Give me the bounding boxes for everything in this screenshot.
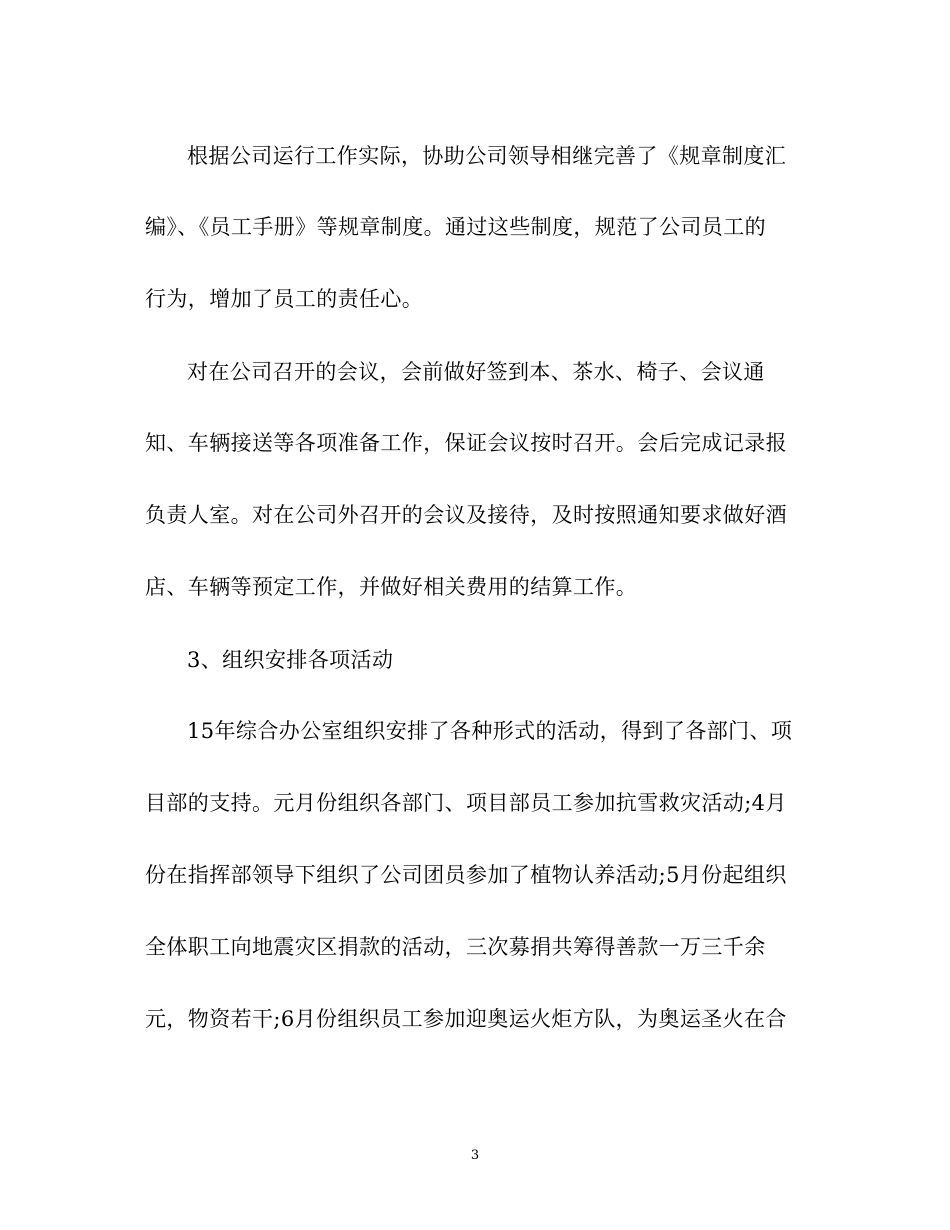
paragraph-3-line-3: 份在指挥部领导下组织了公司团员参加了植物认养活动;5月份起组织 [145, 863, 787, 887]
section-heading: 3、组织安排各项活动 [187, 648, 394, 672]
paragraph-2-line-1: 对在公司召开的会议，会前做好签到本、茶水、椅子、会议通 [187, 360, 765, 384]
page-number: 3 [470, 1148, 480, 1163]
paragraph-3-line-5: 元，物资若干;6月份组织员工参加迎奥运火炬方队，为奥运圣火在合 [145, 1007, 787, 1031]
paragraph-2-line-4: 店、车辆等预定工作，并做好相关费用的结算工作。 [145, 575, 638, 599]
paragraph-2-line-3: 负责人室。对在公司外召开的会议及接待，及时按照通知要求做好酒 [145, 503, 787, 527]
paragraph-3-line-2: 目部的支持。元月份组织各部门、项目部员工参加抗雪救灾活动;4月 [145, 791, 787, 815]
paragraph-3-line-1: 15年综合办公室组织安排了各种形式的活动，得到了各部门、项 [187, 719, 793, 743]
paragraph-3-line-4: 全体职工向地震灾区捐款的活动，三次募捐共筹得善款一万三千余 [145, 935, 766, 959]
paragraph-2-line-2: 知、车辆接送等各项准备工作，保证会议按时召开。会后完成记录报 [145, 431, 787, 455]
paragraph-1-line-3: 行为，增加了员工的责任心。 [145, 287, 424, 311]
paragraph-1-line-2: 编》、《员工手册》等规章制度。通过这些制度，规范了公司员工的 [145, 215, 766, 239]
paragraph-1-line-1: 根据公司运行工作实际，协助公司领导相继完善了《规章制度汇 [187, 144, 787, 168]
